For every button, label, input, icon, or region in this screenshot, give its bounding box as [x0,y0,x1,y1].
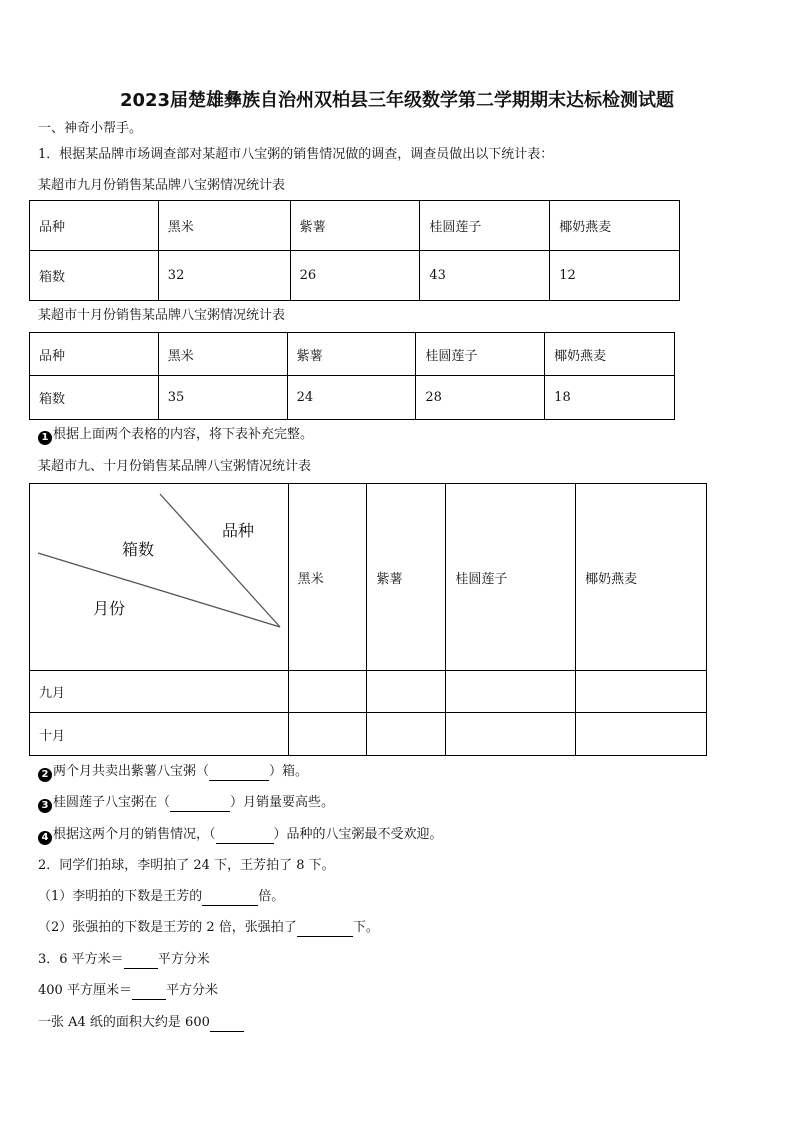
answer-blank[interactable] [216,827,274,844]
header-label-pinzhong: 品种 [222,521,255,540]
diagonal-line [160,494,280,627]
circled-number: 3 [38,799,52,813]
sub-question-text: ）月销量要高些。 [230,795,335,810]
table-cell: 椰奶燕麦 [545,333,675,376]
circled-number: 2 [38,768,52,782]
table-cell: 35 [158,376,287,420]
diagonal-header-cell [30,484,289,671]
answer-cell[interactable] [288,713,367,756]
table-row [30,376,675,420]
answer-blank[interactable] [124,952,158,969]
diagonal-lines [30,484,289,671]
september-table-caption: 某超市九月份销售某品牌八宝粥情况统计表 [38,178,286,193]
october-table [29,332,675,420]
table-header-row [30,484,707,671]
answer-cell[interactable] [576,713,707,756]
table-cell: 椰奶燕麦 [550,201,680,251]
column-header: 椰奶燕麦 [576,484,707,671]
answer-cell[interactable] [367,671,446,713]
question-2-intro: 2．同学们拍球，李明拍了 24 下，王芳拍了 8 下。 [38,858,335,873]
answer-cell[interactable] [367,713,446,756]
answer-blank[interactable] [170,795,230,812]
question-2-part-1 [38,889,284,906]
header-label-yuefen: 月份 [93,599,126,618]
header-label-xiangshu: 箱数 [122,540,155,559]
sub-question-text: ）品种的八宝粥最不受欢迎。 [273,827,443,842]
answer-cell[interactable] [446,713,576,756]
question-text: 平方分米 [157,952,210,967]
sub-question-2 [38,764,308,782]
table-row [30,251,680,301]
answer-blank[interactable] [297,920,353,937]
diagonal-line [38,553,280,627]
question-text: 3．6 平方米＝ [38,952,124,967]
question-text: 下。 [352,920,379,935]
table-cell: 28 [416,376,545,420]
table-cell: 43 [420,251,550,301]
combined-table-caption: 某超市九、十月份销售某品牌八宝粥情况统计表 [38,459,312,474]
table-cell: 紫薯 [290,201,420,251]
table-cell: 黑米 [158,201,290,251]
row-header: 十月 [30,713,289,756]
column-header: 紫薯 [367,484,446,671]
september-table [29,200,680,301]
sub-question-text: ）箱。 [269,764,309,779]
question-text: 一张 A4 纸的面积大约是 600 [38,1015,210,1030]
question-text: 平方分米 [165,983,218,998]
question-3-line-3 [38,1015,244,1032]
answer-blank[interactable] [202,889,258,906]
table-cell: 黑米 [158,333,287,376]
table-cell: 箱数 [30,251,159,301]
row-header: 九月 [30,671,289,713]
table-row [30,713,707,756]
question-text: （2）张强拍的下数是王芳的 2 倍，张强拍了 [38,920,297,935]
answer-cell[interactable] [446,671,576,713]
table-cell: 24 [287,376,416,420]
table-cell: 箱数 [30,376,159,420]
question-text: 倍。 [258,889,285,904]
sub-question-3 [38,795,334,813]
question-3-line-2 [38,983,218,1000]
table-cell: 32 [158,251,290,301]
table-cell: 品种 [30,333,159,376]
table-cell: 品种 [30,201,159,251]
sub-question-1 [38,427,313,445]
column-header: 黑米 [288,484,367,671]
combined-table [29,483,707,756]
question-text: 400 平方厘米＝ [38,983,132,998]
table-row [30,201,680,251]
column-header: 桂圆莲子 [446,484,576,671]
question-1-intro: 1．根据某品牌市场调查部对某超市八宝粥的销售情况做的调查，调查员做出以下统计表： [38,147,554,162]
answer-blank[interactable] [209,764,269,781]
table-cell: 18 [545,376,675,420]
sub-question-text: 桂圆莲子八宝粥在（ [53,795,171,810]
table-cell: 紫薯 [287,333,416,376]
circled-number: 1 [38,431,52,445]
october-table-caption: 某超市十月份销售某品牌八宝粥情况统计表 [38,308,286,323]
question-text: （1）李明拍的下数是王芳的 [38,889,203,904]
page-title: 2023届楚雄彝族自治州双柏县三年级数学第二学期期末达标检测试题 [119,90,675,111]
table-row [30,333,675,376]
question-3-line-1 [38,952,210,969]
table-cell: 桂圆莲子 [416,333,545,376]
answer-cell[interactable] [288,671,367,713]
sub-question-4 [38,827,443,845]
question-2-part-2 [38,920,379,937]
answer-blank[interactable] [210,1015,244,1032]
circled-number: 4 [38,831,52,845]
section-heading: 一、神奇小帮手。 [38,121,143,136]
table-cell: 26 [290,251,420,301]
sub-question-text: 根据这两个月的销售情况，（ [53,827,216,842]
table-row [30,671,707,713]
table-cell: 桂圆莲子 [420,201,550,251]
answer-blank[interactable] [132,983,166,1000]
sub-question-text: 两个月共卖出紫薯八宝粥（ [53,764,210,779]
table-cell: 12 [550,251,680,301]
sub-question-text: 根据上面两个表格的内容，将下表补充完整。 [53,427,314,442]
answer-cell[interactable] [576,671,707,713]
